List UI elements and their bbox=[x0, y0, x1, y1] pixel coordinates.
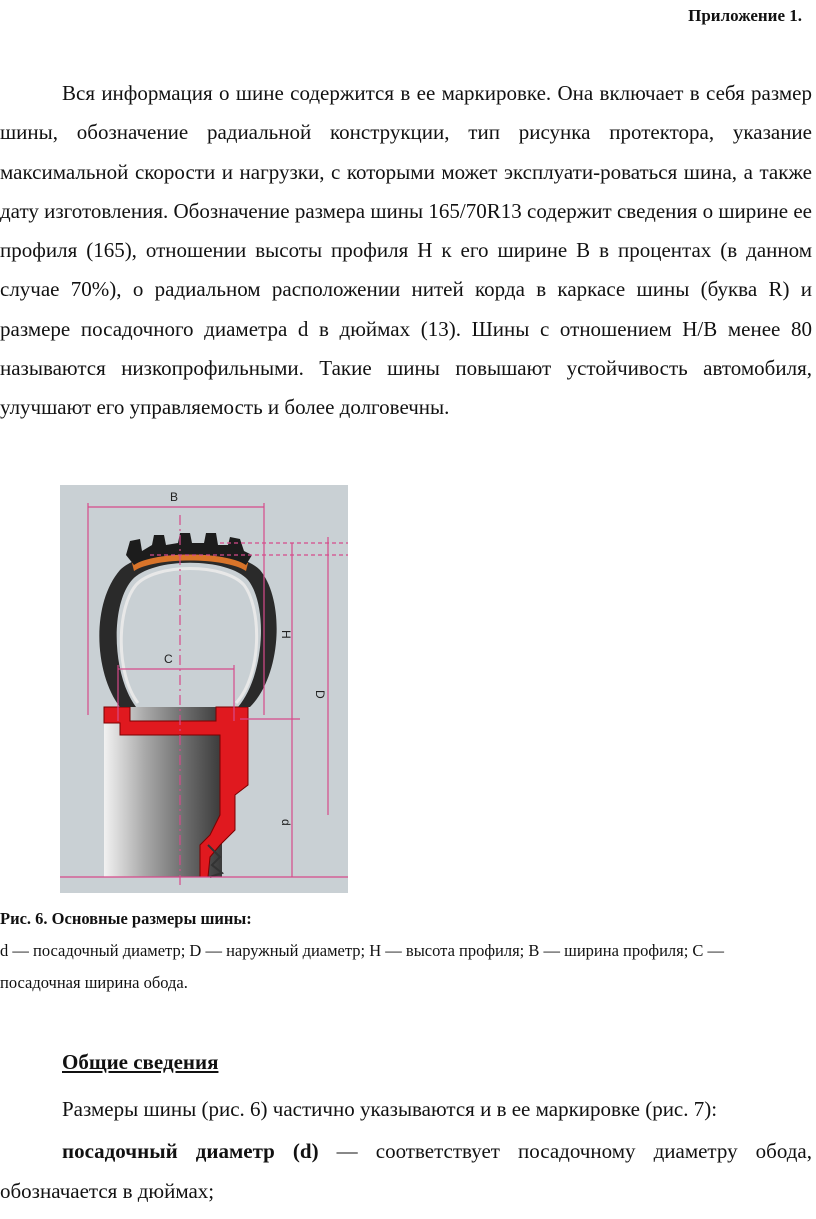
tire-inner-line bbox=[121, 569, 256, 704]
label-B: B bbox=[170, 490, 179, 504]
term-paragraph bbox=[0, 1131, 812, 1211]
label-C: C bbox=[164, 652, 173, 666]
tire-carcass bbox=[99, 551, 276, 707]
section-paragraph: Размеры шины (рис. 6) частично указываются и в ее маркировке (рис. 7): bbox=[62, 1097, 718, 1121]
section-title: Общие сведения bbox=[62, 1050, 219, 1074]
term-bold: посадочный диаметр (d) bbox=[62, 1139, 319, 1163]
caption-text: d — посадочный диаметр; D — наружный диаметр; H — высота профиля; B — ширина профиля; C — посадочная ширина обода. bbox=[0, 941, 725, 992]
appendix-label: Приложение 1. bbox=[688, 6, 802, 25]
term-description: — соответствует посадочному диаметру обода, обозначается в дюймах; bbox=[0, 1139, 812, 1203]
intro-paragraph: Вся информация о шине содержится в ее маркировке. Она включает в себя размер шины, обозначение радиальной конструкции, тип рисунка протектора, указание максимальной скорости и нагрузки, с которыми может эксплуати-роваться шина, а также дату изготовления. Обозначение размера шины 165/70R13 содержит сведения о ширине ее профиля (165), отношении высоты профиля H к его ширине B в процентах (в данном случае 70%), о радиальном расположении нитей корда в каркасе шины (буква R) и размере посадочного диаметра d в дюймах (13). Шины с отношением H/B менее 80 называются низкопрофильными. Такие шины повышают устойчивость автомобиля, улучшают его управляемость и более долговечны. bbox=[0, 81, 812, 420]
caption-title: Рис. 6. Основные размеры шины: bbox=[0, 909, 252, 928]
label-H: H bbox=[279, 630, 293, 639]
label-D: D bbox=[313, 690, 327, 699]
label-d: d bbox=[279, 819, 293, 826]
figure-caption bbox=[0, 903, 790, 999]
tire-figure bbox=[60, 485, 348, 893]
tire-diagram bbox=[60, 485, 348, 893]
